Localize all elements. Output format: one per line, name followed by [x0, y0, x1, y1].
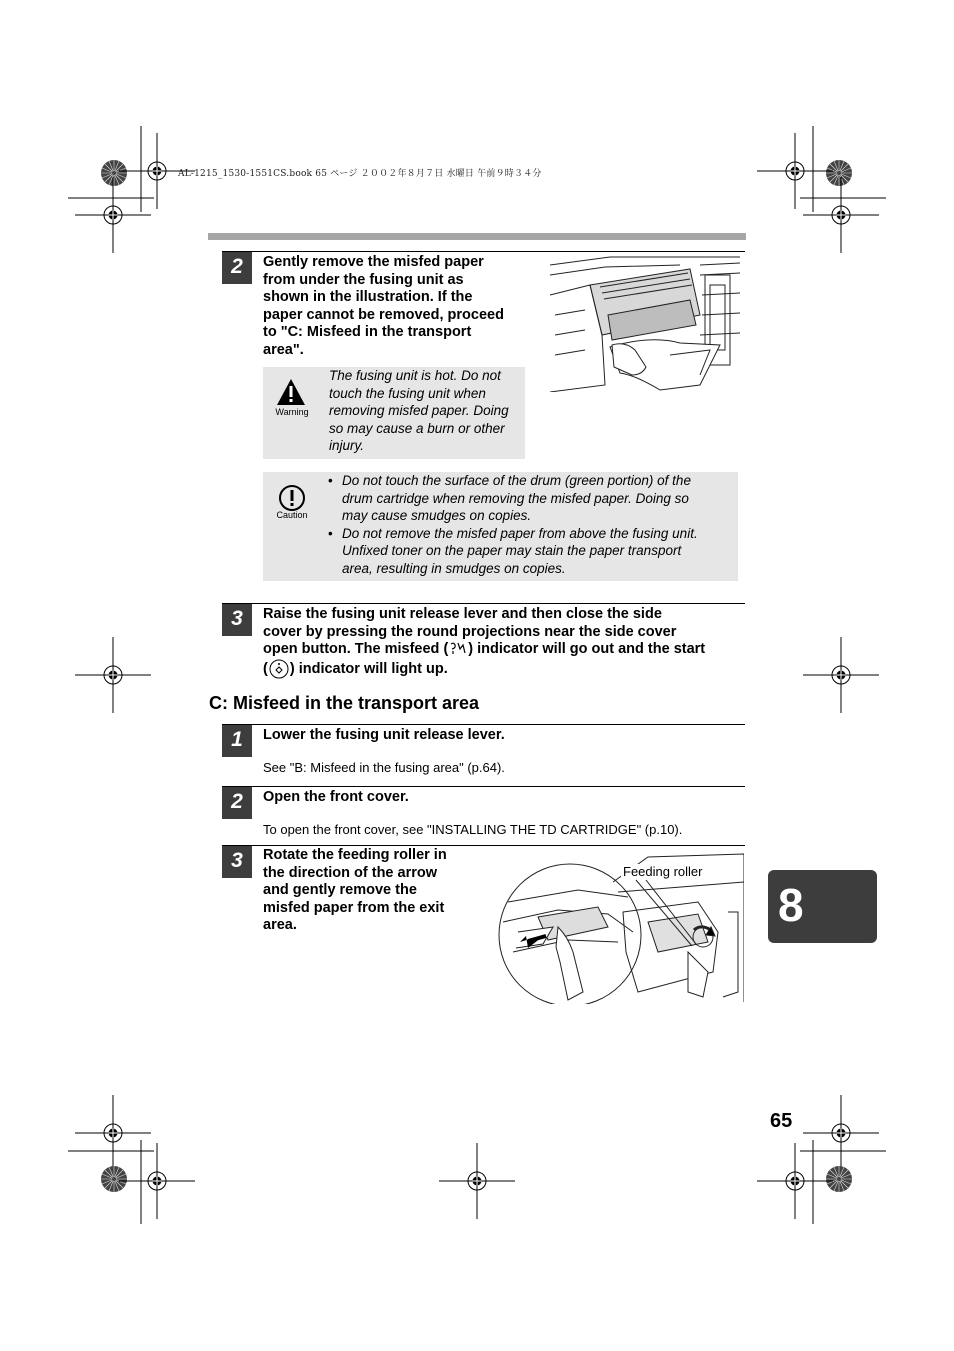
chapter-number: 8: [778, 879, 804, 931]
caution-item: • Do not remove the misfed paper from above the fusing unit. Unfixed toner on the paper may stain the paper transport area, resulting in smudges on copies.: [328, 525, 733, 578]
step-2-text: Gently remove the misfed paper from under the fusing unit as shown in the illustration. If the paper cannot be removed, proceed to "C: Misfeed in the transport area".: [263, 254, 504, 358]
step-number: 1: [222, 725, 252, 757]
step-number: 2: [222, 787, 252, 819]
section-title: C: Misfeed in the transport area: [209, 693, 480, 713]
caution-item: • Do not touch the surface of the drum (green portion) of the drum cartridge when removing the misfed paper. Doing so may cause smudges on copies.: [328, 472, 733, 525]
step-number: 3: [222, 846, 252, 878]
warning-box: [263, 367, 525, 459]
step-c1-detail: See "B: Misfeed in the fusing area" (p.64).: [263, 760, 505, 775]
caution-box: [263, 472, 738, 581]
top-bar: [208, 233, 746, 240]
step-number: 3: [222, 604, 252, 636]
step-rule: [222, 251, 745, 252]
step-c2-title: Open the front cover.: [263, 789, 409, 805]
page-number: 65: [770, 1110, 793, 1132]
print-header-line: AL-1215_1530-1551CS.book 65 ページ ２００２年８月７日 水曜日 午前９時３４分: [178, 169, 542, 179]
step-rule: [222, 603, 745, 604]
step-number: 2: [222, 252, 252, 284]
warning-text: The fusing unit is hot. Do not touch the fusing unit when removing misfed paper. Doing so may cause a burn or other injury.: [329, 368, 509, 454]
start-indicator-icon: [268, 659, 290, 679]
caution-list: [328, 472, 733, 578]
step-3-text: Raise the fusing unit release lever and then close the side cover by pressing the round projections near the side cover open button. The misfeed ( ) indicator will go out and the start ( ) indicator will light up.: [263, 606, 748, 679]
fusing-unit-illustration: [550, 255, 740, 392]
step-c2-detail: To open the front cover, see "INSTALLING THE TD CARTRIDGE" (p.10).: [263, 822, 683, 837]
misfeed-indicator-icon: [448, 641, 468, 657]
caution-icon: [278, 484, 306, 512]
step-c1-title: Lower the fusing unit release lever.: [263, 727, 505, 743]
step-rule: [222, 845, 745, 846]
caution-label: Caution: [276, 510, 308, 520]
step-rule: [222, 724, 745, 725]
feeding-roller-label: Feeding roller: [623, 864, 703, 879]
warning-label: Warning: [275, 407, 309, 417]
chapter-tab[interactable]: [768, 870, 877, 943]
step-c3-text: Rotate the feeding roller in the direction of the arrow and gently remove the misfed paper from the exit area.: [263, 847, 447, 934]
step-rule: [222, 786, 745, 787]
warning-icon: [275, 377, 307, 407]
